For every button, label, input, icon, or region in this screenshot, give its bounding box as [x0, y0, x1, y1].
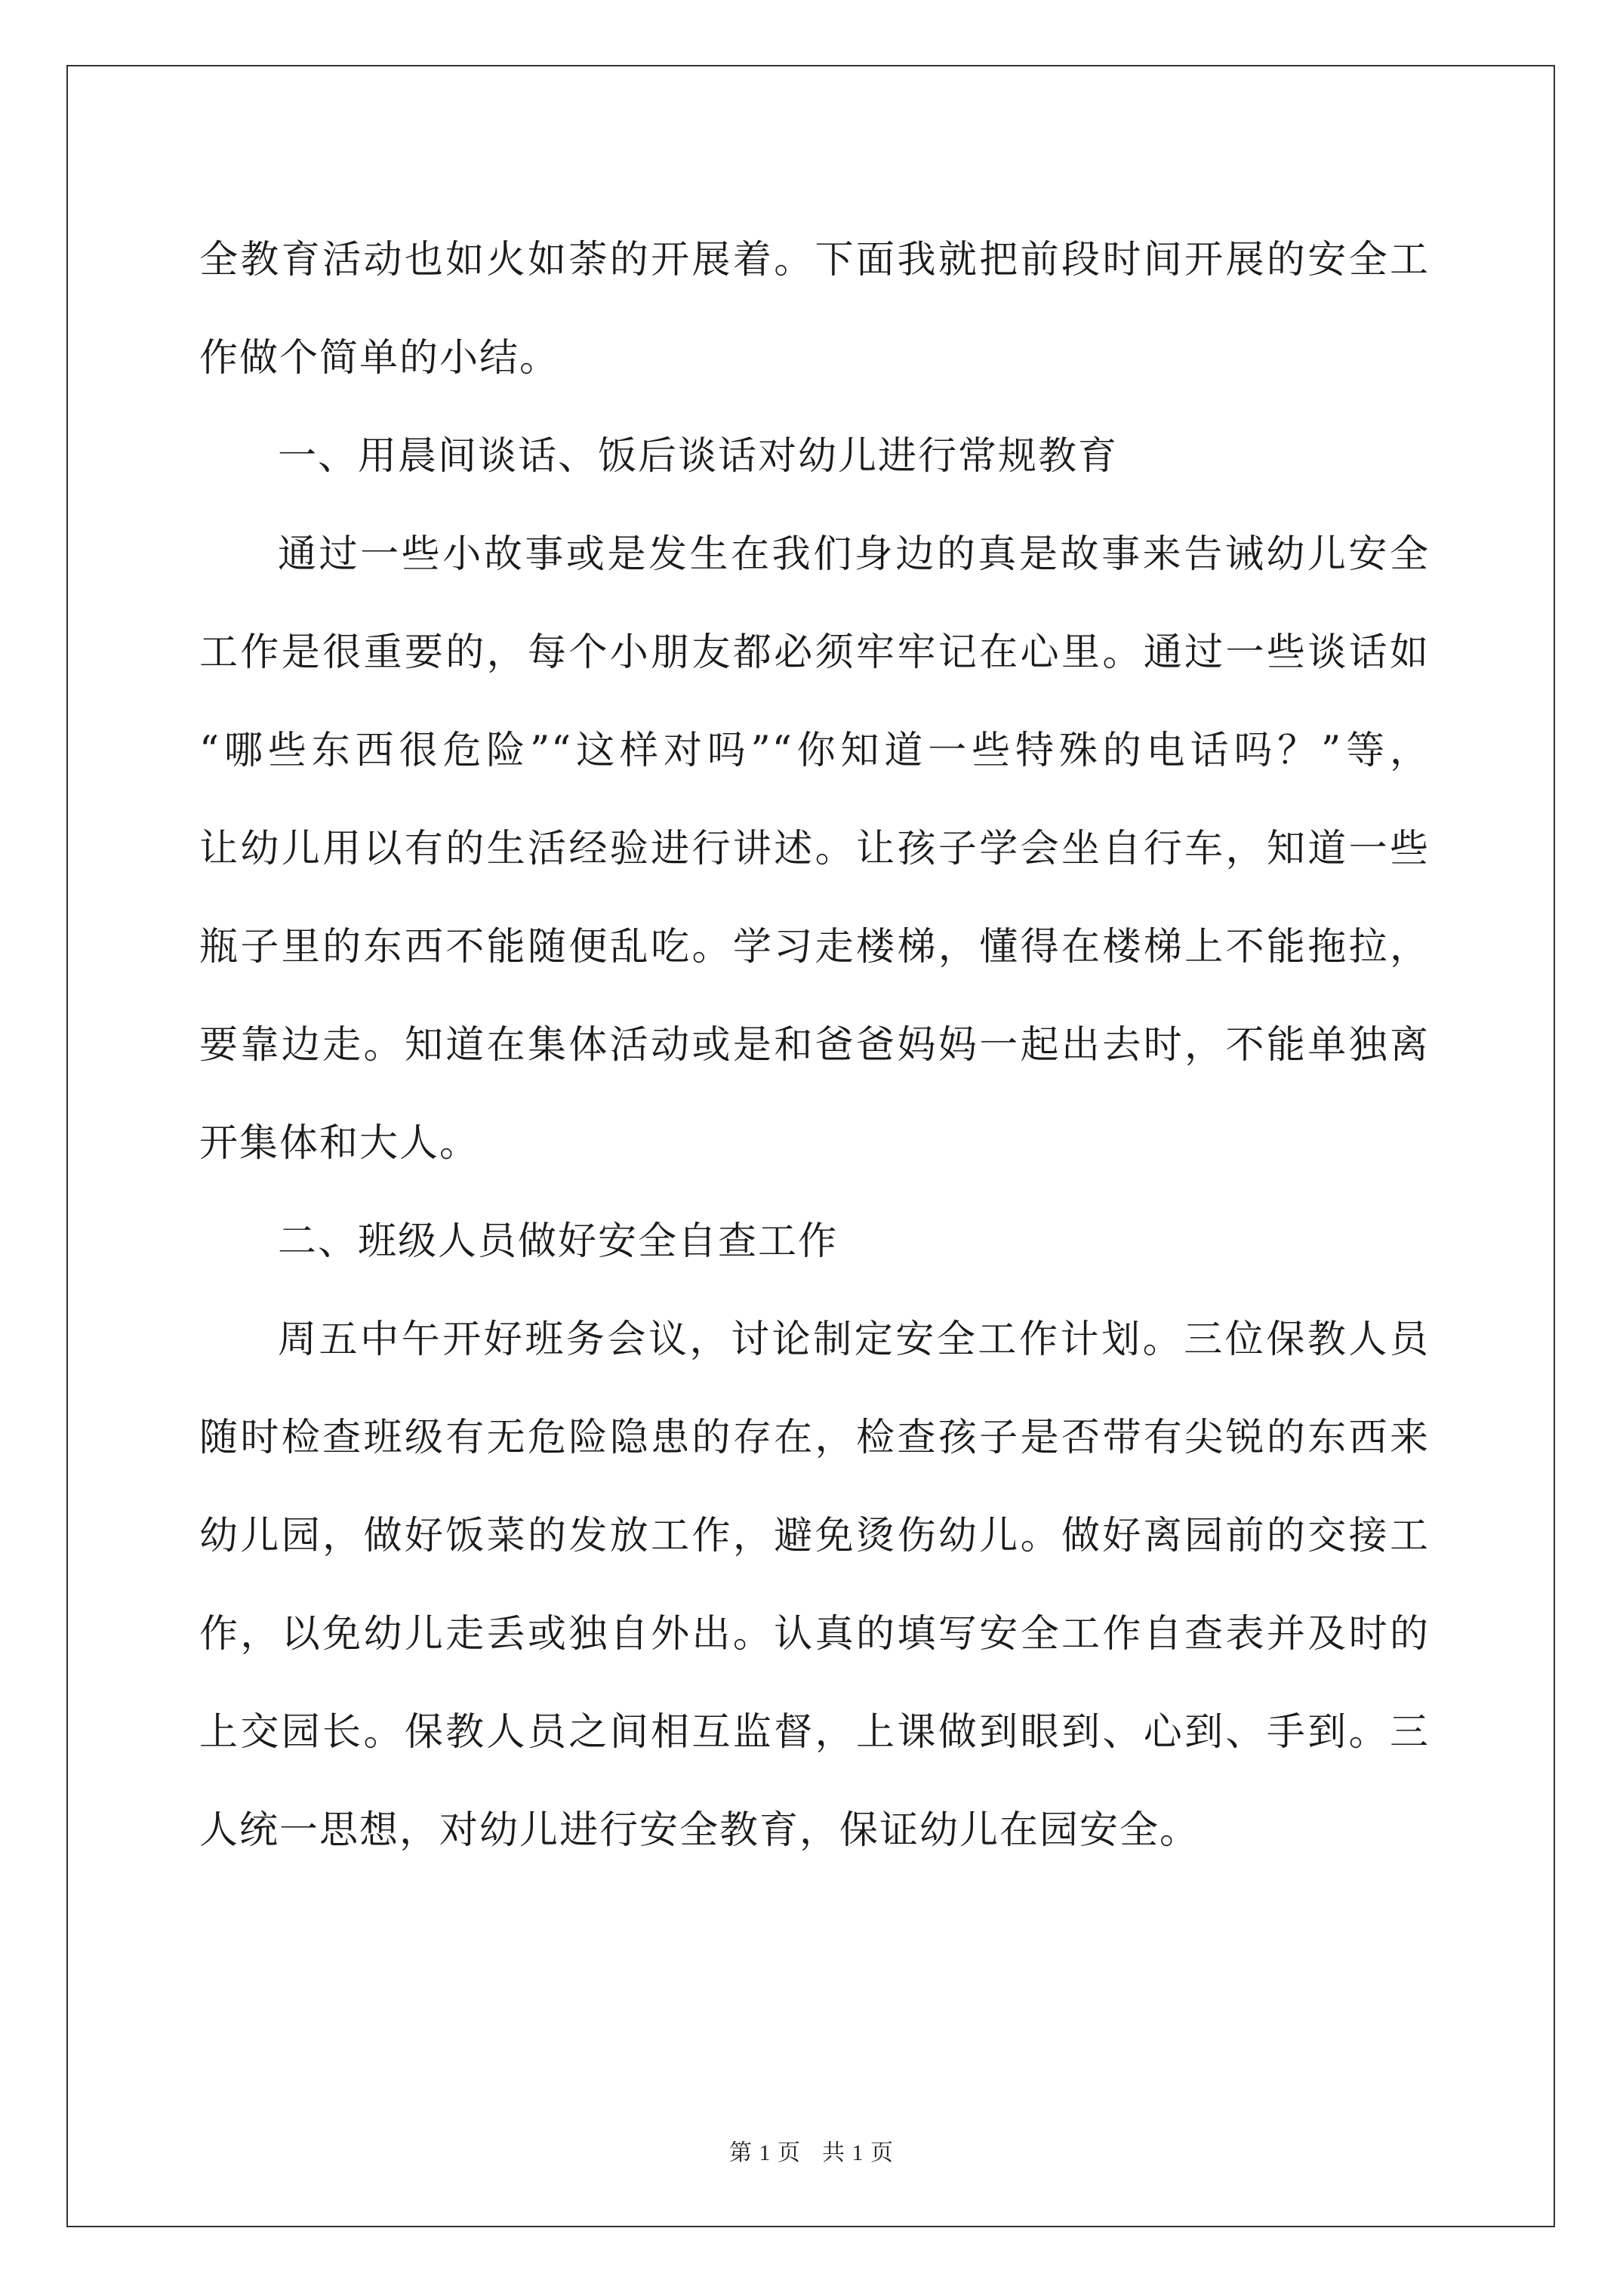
text-line: 幼儿园，做好饭菜的发放工作，避免烫伤幼儿。做好离园前的交接工: [199, 1514, 1430, 1558]
text-line: 全教育活动也如火如荼的开展着。下面我就把前段时间开展的安全工: [199, 238, 1430, 282]
text-line: 让幼儿用以有的生活经验进行讲述。让孩子学会坐自行车，知道一些: [199, 827, 1430, 871]
page-footer: [0, 2134, 1623, 2167]
text-line: 作，以免幼儿走丢或独自外出。认真的填写安全工作自查表并及时的: [199, 1612, 1430, 1657]
paragraph-first-line: 二、班级人员做好安全自查工作: [278, 1219, 839, 1264]
text-line: 随时检查班级有无危险隐患的存在，检查孩子是否带有尖锐的东西来: [199, 1416, 1430, 1460]
document-body: [199, 211, 1430, 1880]
text-line: 要靠边走。知道在集体活动或是和爸爸妈妈一起出去时，不能单独离: [199, 1023, 1430, 1068]
text-line: 作做个简单的小结。: [199, 336, 560, 381]
text-line: “哪些东西很危险”“这样对吗”“你知道一些特殊的电话吗？”等，: [199, 729, 1430, 773]
text-line: 人统一思想，对幼儿进行安全教育，保证幼儿在园安全。: [199, 1808, 1200, 1853]
page-number: 第 1 页: [729, 2140, 801, 2165]
page-total: 共 1 页: [822, 2140, 894, 2165]
text-line: 上交园长。保教人员之间相互监督，上课做到眼到、心到、手到。三: [199, 1710, 1430, 1755]
text-line: 开集体和大人。: [199, 1121, 480, 1166]
text-line: 瓶子里的东西不能随便乱吃。学习走楼梯，懂得在楼梯上不能拖拉，: [199, 925, 1430, 969]
paragraph-first-line: 周五中午开好班务会议，讨论制定安全工作计划。三位保教人员: [278, 1318, 1430, 1362]
text-line: 工作是很重要的，每个小朋友都必须牢牢记在心里。通过一些谈话如: [199, 630, 1430, 675]
paragraph-first-line: 一、用晨间谈话、饭后谈话对幼儿进行常规教育: [278, 434, 1119, 479]
paragraph-first-line: 通过一些小故事或是发生在我们身边的真是故事来告诫幼儿安全: [278, 532, 1430, 577]
